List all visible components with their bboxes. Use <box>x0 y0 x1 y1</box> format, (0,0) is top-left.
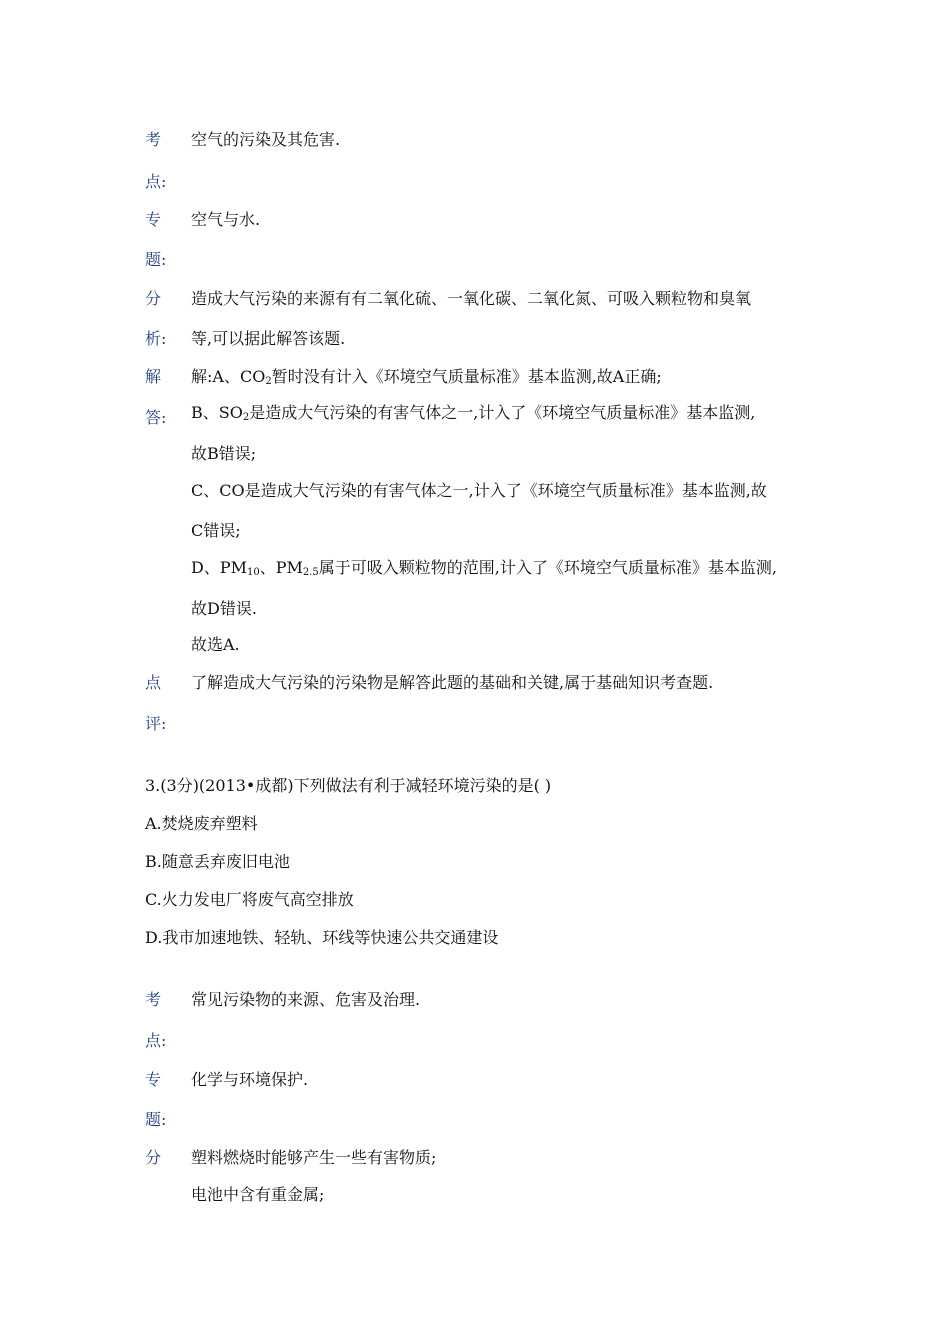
answer-b-subscript: 2 <box>242 412 250 423</box>
answer-b-prefix: B、SO <box>191 403 243 422</box>
label-ping-char: 评: <box>145 714 167 733</box>
dianping-text: 了解造成大气污染的污染物是解答此题的基础和关键,属于基础知识考查题. <box>191 673 714 692</box>
label-fen-char-2: 分 <box>145 1148 162 1167</box>
label-kao-char-2: 考 <box>145 990 162 1009</box>
answer-b-line <box>191 400 755 423</box>
fenxi-line-1: 造成大气污染的来源有有二氧化硫、一氧化碳、二氧化氮、可吸入颗粒物和臭氧 <box>191 289 752 308</box>
answer-a-suffix: 暂时没有计入《环境空气质量标准》基本监测,故A正确; <box>271 367 662 386</box>
answer-a-prefix: 解:A、CO <box>191 367 266 386</box>
label-kao-char: 考 <box>145 130 162 149</box>
question-3-option-d: D.我市加速地铁、轻轨、环线等快速公共交通建设 <box>145 928 499 947</box>
answer-final: 故选A. <box>191 635 240 654</box>
fenxi-line-2-2: 电池中含有重金属; <box>191 1185 325 1204</box>
zhuanti-text: 空气与水. <box>191 210 261 229</box>
question-3-stem: 3.(3分)(2013•成都)下列做法有利于减轻环境污染的是( ) <box>145 776 552 795</box>
question-3-option-c: C.火力发电厂将废气高空排放 <box>145 890 354 909</box>
answer-d-subscript-1: 10 <box>246 567 260 578</box>
answer-d-subscript-2: 2.5 <box>302 567 319 578</box>
answer-d-line-1 <box>191 555 777 578</box>
zhuanti-text-2: 化学与环境保护. <box>191 1070 309 1089</box>
question-3-option-b: B.随意丢弃废旧电池 <box>145 852 290 871</box>
label-ti-char-2: 题: <box>145 1110 167 1129</box>
label-zhuan-char: 专 <box>145 210 162 229</box>
label-ti-char: 题: <box>145 250 167 269</box>
answer-c-line-1: C、CO是造成大气污染的有害气体之一,计入了《环境空气质量标准》基本监测,故 <box>191 481 767 500</box>
question-3-option-a: A.焚烧废弃塑料 <box>145 814 258 833</box>
label-zhuan-char-2: 专 <box>145 1070 162 1089</box>
answer-a-line <box>191 364 662 387</box>
label-dian-ping-char: 点 <box>145 673 162 692</box>
label-dian-char-2: 点: <box>145 1031 167 1050</box>
answer-c-line-2: C错误; <box>191 521 241 540</box>
answer-b-suffix: 是造成大气污染的有害气体之一,计入了《环境空气质量标准》基本监测, <box>249 403 756 422</box>
answer-b-line-2: 故B错误; <box>191 444 257 463</box>
label-jie-char: 解 <box>145 367 162 386</box>
answer-d-prefix: D、PM <box>191 558 247 577</box>
kaodian-text-2: 常见污染物的来源、危害及治理. <box>191 990 421 1009</box>
fenxi-line-2: 等,可以据此解答该题. <box>191 329 346 348</box>
label-fen-char: 分 <box>145 289 162 308</box>
label-dian-char: 点: <box>145 172 167 191</box>
label-da-char: 答: <box>145 408 167 427</box>
answer-a-subscript: 2 <box>265 376 272 387</box>
answer-d-line-2: 故D错误. <box>191 599 257 618</box>
answer-d-suffix: 属于可吸入颗粒物的范围,计入了《环境空气质量标准》基本监测, <box>318 558 777 577</box>
answer-d-middle: 、PM <box>259 558 303 577</box>
label-xi-char: 析: <box>145 329 167 348</box>
fenxi-line-1-2: 塑料燃烧时能够产生一些有害物质; <box>191 1148 437 1167</box>
kaodian-text: 空气的污染及其危害. <box>191 130 341 149</box>
